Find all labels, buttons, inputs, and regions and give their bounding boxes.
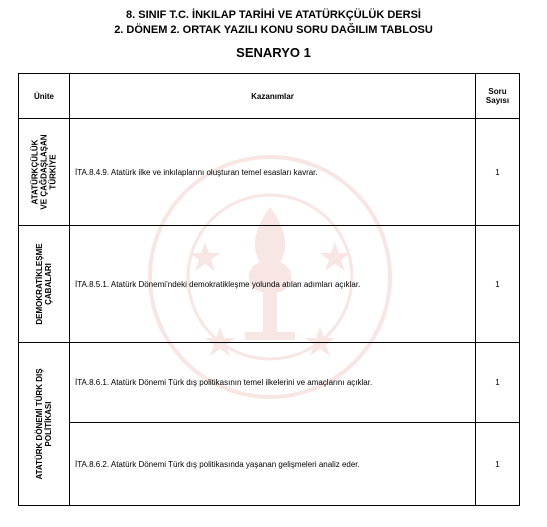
header-unite: Ünite [19, 74, 70, 119]
header-soru-sayisi [476, 74, 520, 119]
count-cell: 1 [476, 226, 520, 343]
header-kazanimlar: Kazanımlar [70, 74, 476, 119]
header-soru-line2: Sayısı [485, 96, 510, 105]
unit-label-line: ÇABALARI [44, 263, 53, 305]
kazanim-cell: İTA.8.6.2. Atatürk Dönemi Türk dış politikasında yaşanan gelişmeleri analiz eder. [70, 423, 476, 506]
kazanim-cell: İTA.8.4.9. Atatürk ilke ve inkılaplarını oluşturan temel esasları kavrar. [70, 119, 476, 226]
distribution-table [18, 73, 520, 506]
scenario-label: SENARYO 1 [236, 45, 311, 60]
document-subtitle: 2. DÖNEM 2. ORTAK YAZILI KONU SORU DAĞILIM TABLOSU [114, 24, 433, 36]
table-header-row [19, 74, 520, 119]
unit-label-line: ATATÜRK DÖNEMİ TÜRK DIŞ [35, 368, 44, 480]
table-row [19, 119, 520, 226]
unit-label-line: TÜRKİYE [48, 154, 58, 190]
unit-label-line: ATATÜRKÇÜLÜK [30, 139, 40, 205]
count-cell: 1 [476, 343, 520, 423]
unit-cell [19, 343, 70, 506]
unit-label-line: POLİTİKASI [44, 401, 53, 447]
unit-label [35, 368, 53, 479]
unit-cell [19, 119, 70, 226]
unit-label-line: VE ÇAĞDAŞLAŞAN [39, 134, 49, 210]
header-soru-line1: Soru [488, 87, 507, 96]
table-row [19, 226, 520, 343]
unit-label-line: DEMOKRATİKLEŞME [35, 243, 44, 325]
unit-cell [19, 226, 70, 343]
count-cell: 1 [476, 119, 520, 226]
document-title: 8. SINIF T.C. İNKILAP TARİHİ VE ATATÜRKÇÜLÜK DERSİ [126, 9, 421, 21]
table-row [19, 343, 520, 423]
unit-label [35, 243, 53, 324]
count-cell: 1 [476, 423, 520, 506]
kazanim-cell: İTA.8.6.1. Atatürk Dönemi Türk dış politikasının temel ilkelerini ve amaçlarını açıklar. [70, 343, 476, 423]
unit-label [31, 134, 58, 209]
table-row [19, 423, 520, 506]
kazanim-cell: İTA.8.5.1. Atatürk Dönemi’ndeki demokratikleşme yolunda atılan adımları açıklar. [70, 226, 476, 343]
